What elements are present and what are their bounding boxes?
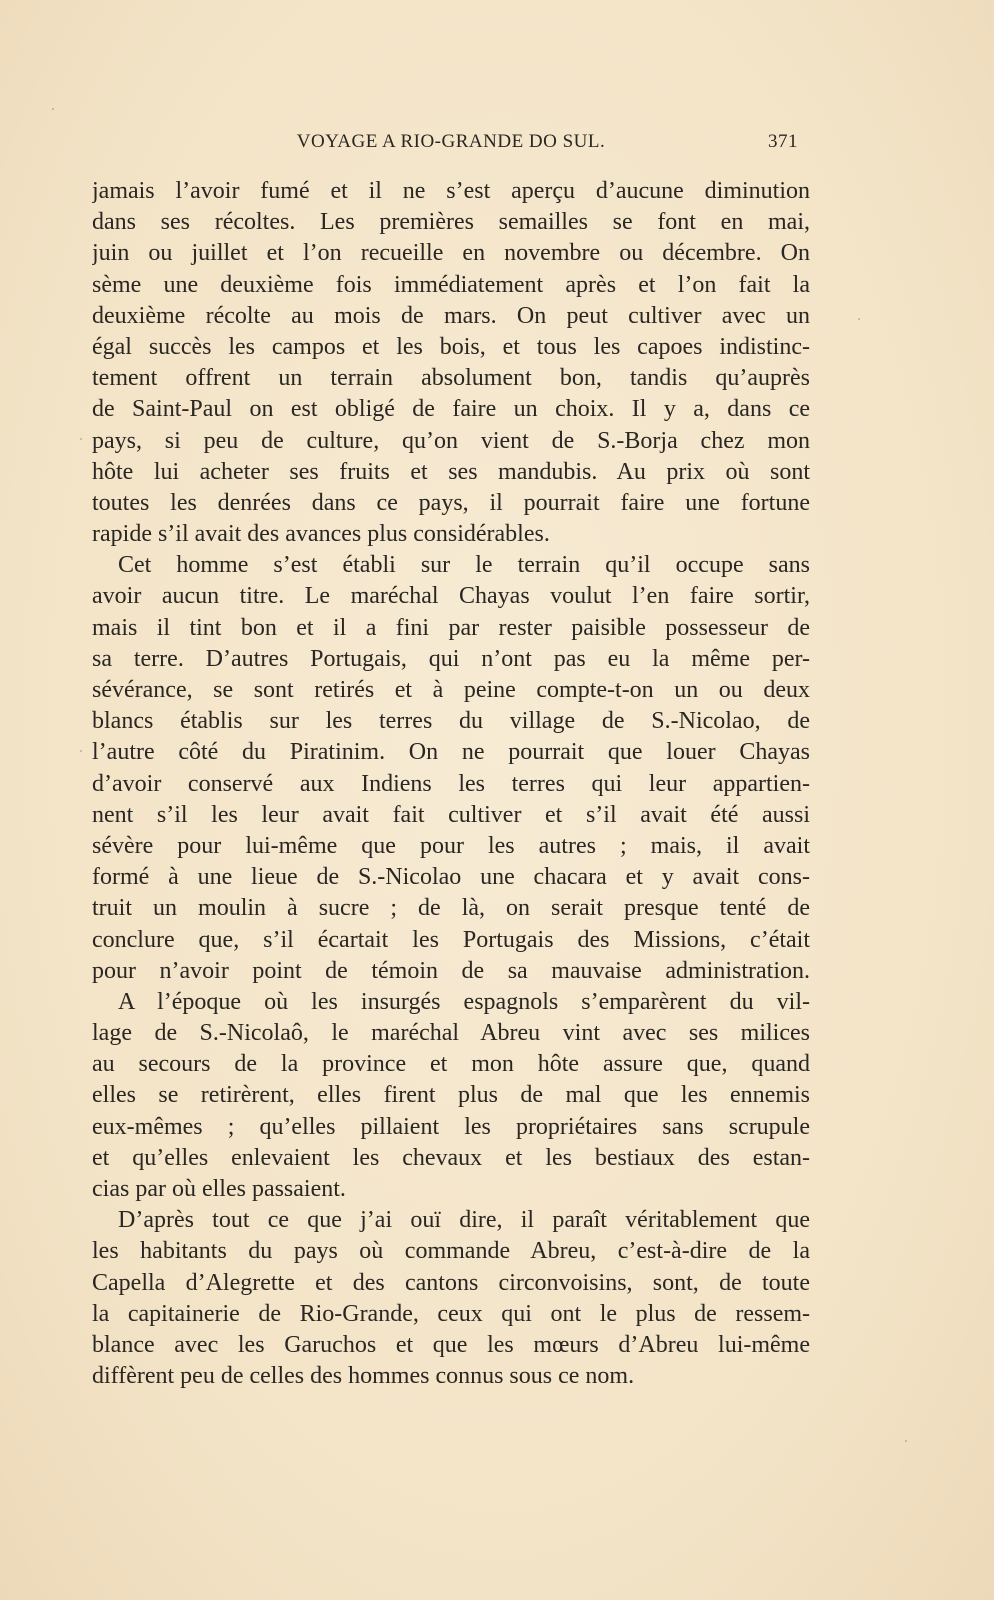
paper-speck: [52, 108, 54, 110]
text-line: dans ses récoltes. Les premières semailles se font en mai,: [92, 209, 810, 236]
text-line: toutes les denrées dans ce pays, il pourrait faire une fortune: [92, 489, 810, 516]
text-line: deuxième récolte au mois de mars. On peut cultiver avec un: [92, 302, 810, 329]
text-line: blancs établis sur les terres du village de S.-Nicolao, de: [92, 708, 810, 735]
text-line: la capitainerie de Rio-Grande, ceux qui ont le plus de ressem-: [92, 1300, 810, 1327]
text-line: elles se retirèrent, elles firent plus de mal que les ennemis: [92, 1082, 810, 1109]
text-line: égal succès les campos et les bois, et tous les capoes indistinc-: [92, 333, 810, 360]
text-line: lage de S.-Nicolaô, le maréchal Abreu vint avec ses milices: [92, 1020, 810, 1047]
paper-speck: [905, 1440, 907, 1442]
text-line: eux-mêmes ; qu’elles pillaient les propriétaires sans scrupule: [92, 1113, 810, 1140]
text-line: diffèrent peu de celles des hommes connus sous ce nom.: [92, 1363, 635, 1390]
text-line: jamais l’avoir fumé et il ne s’est aperçu d’aucune diminution: [92, 178, 810, 204]
page-header: [92, 131, 810, 161]
text-line: hôte lui acheter ses fruits et ses mandubis. Au prix où sont: [92, 458, 810, 485]
text-line: Capella d’Alegrette et des cantons circonvoisins, sont, de toute: [92, 1269, 810, 1296]
text-line: formé à une lieue de S.-Nicolao une chacara et y avait cons-: [92, 864, 810, 891]
paper-speck: [858, 318, 860, 320]
page-number: 371: [768, 131, 798, 152]
text-line: conclure que, s’il écartait les Portugais des Missions, c’était: [92, 926, 810, 953]
text-line: avoir aucun titre. Le maréchal Chayas voulut l’en faire sortir,: [92, 583, 810, 610]
running-head: VOYAGE A RIO-GRANDE DO SUL.: [296, 131, 606, 152]
text-line: de Saint-Paul on est obligé de faire un choix. Il y a, dans ce: [92, 396, 810, 423]
text-line: sa terre. D’autres Portugais, qui n’ont pas eu la même per-: [92, 645, 810, 672]
text-line: d’avoir conservé aux Indiens les terres qui leur appartien-: [92, 770, 810, 797]
text-line: sévère pour lui-même que pour les autres ; mais, il avait: [92, 832, 810, 859]
text-line: blance avec les Garuchos et que les mœurs d’Abreu lui-même: [92, 1331, 810, 1358]
text-line: nent s’il les leur avait fait cultiver et s’il avait été aussi: [92, 801, 810, 828]
text-line: au secours de la province et mon hôte assure que, quand: [92, 1051, 810, 1078]
paper-speck: [80, 750, 82, 752]
text-line: les habitants du pays où commande Abreu, c’est-à-dire de la: [92, 1238, 810, 1265]
text-line: sème une deuxième fois immédiatement après et l’on fait la: [92, 271, 810, 298]
text-line: tement offrent un terrain absolument bon, tandis qu’auprès: [92, 365, 810, 392]
paper-speck: [80, 438, 82, 440]
text-line: juin ou juillet et l’on recueille en novembre ou décembre. On: [92, 240, 810, 267]
text-line: truit un moulin à sucre ; de là, on serait presque tenté de: [92, 895, 810, 922]
text-line: rapide s’il avait des avances plus considérables.: [92, 521, 550, 548]
text-line: et qu’elles enlevaient les chevaux et les bestiaux des estan-: [92, 1144, 810, 1171]
text-line: D’après tout ce que j’ai ouï dire, il paraît véritablement que: [118, 1207, 810, 1234]
text-line: pays, si peu de culture, qu’on vient de S.-Borja chez mon: [92, 427, 810, 454]
text-line: sévérance, se sont retirés et à peine compte-t-on un ou deux: [92, 677, 810, 703]
text-line: cias par où elles passaient.: [92, 1176, 346, 1202]
body-text: [92, 176, 810, 1392]
text-line: pour n’avoir point de témoin de sa mauvaise administration.: [92, 957, 810, 984]
text-line: Cet homme s’est établi sur le terrain qu’il occupe sans: [118, 552, 810, 579]
text-line: l’autre côté du Piratinim. On ne pourrait que louer Chayas: [92, 739, 810, 766]
text-line: mais il tint bon et il a fini par rester paisible possesseur de: [92, 614, 810, 641]
text-line: A l’époque où les insurgés espagnols s’emparèrent du vil-: [118, 988, 810, 1015]
